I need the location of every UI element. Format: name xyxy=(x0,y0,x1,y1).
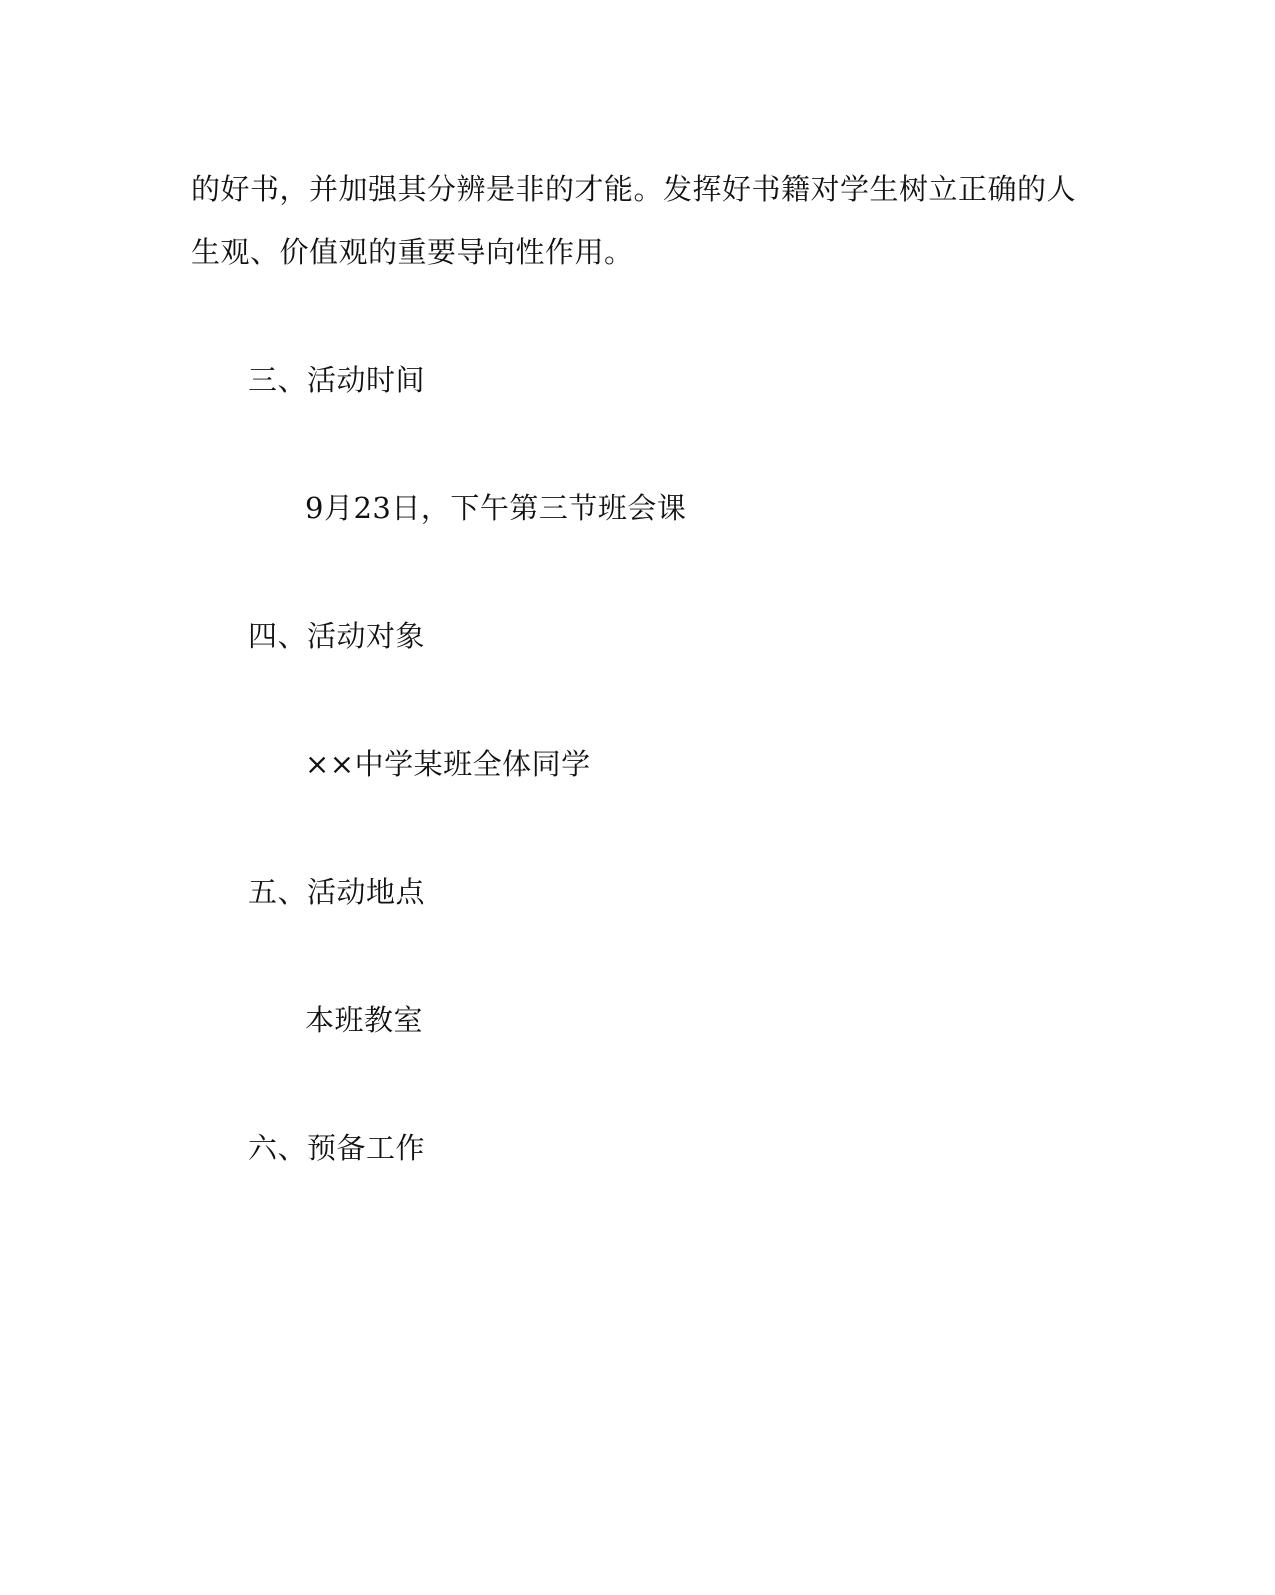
section-content-activity-location: 本班教室 xyxy=(305,1003,424,1037)
section-heading-preparation-work: 六、预备工作 xyxy=(248,1131,426,1165)
section-heading-activity-location: 五、活动地点 xyxy=(248,875,426,909)
section-content-activity-audience: ××中学某班全体同学 xyxy=(305,747,591,781)
paragraph-line-1: 的好书，并加强其分辨是非的才能。发挥好书籍对学生树立正确的人 xyxy=(191,172,1077,206)
section-heading-activity-time: 三、活动时间 xyxy=(248,363,426,397)
paragraph-line-2: 生观、价值观的重要导向性作用。 xyxy=(191,235,634,269)
section-heading-activity-audience: 四、活动对象 xyxy=(248,619,426,653)
section-content-activity-time: 9月23日，下午第三节班会课 xyxy=(305,491,687,525)
